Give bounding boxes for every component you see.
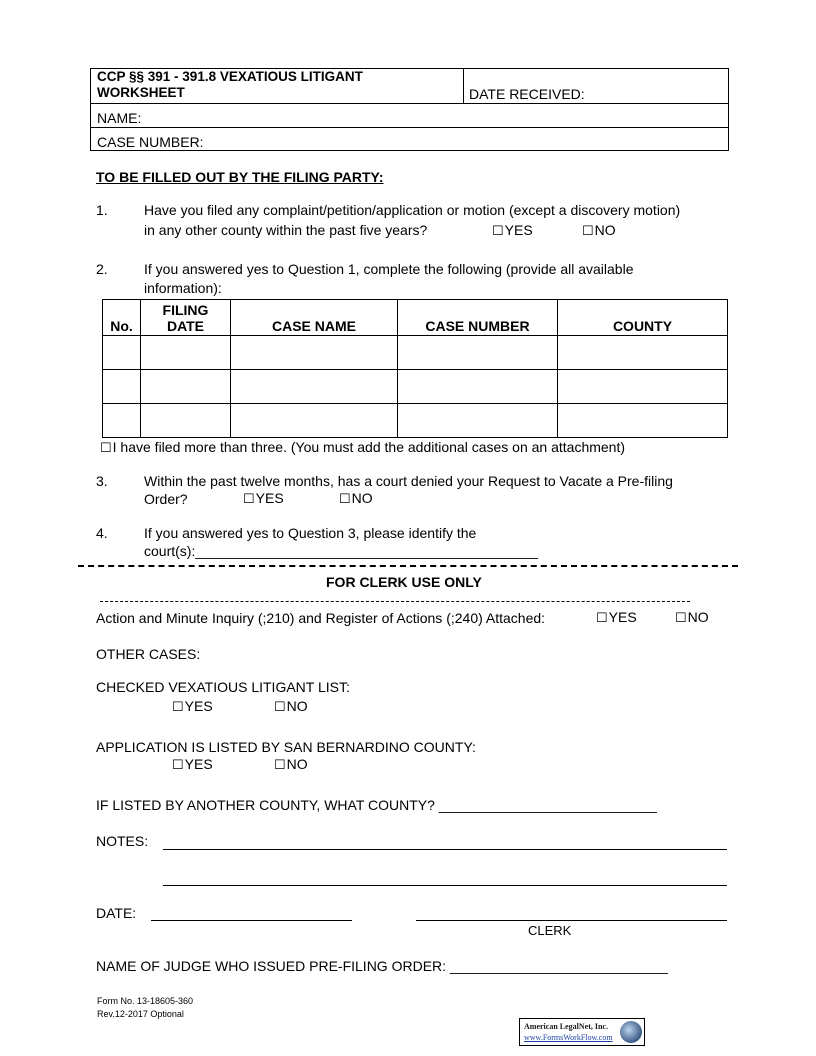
header-box — [90, 68, 729, 151]
col-filing-date-line1: FILING — [162, 302, 209, 318]
col-case-name: CASE NAME — [231, 300, 398, 336]
q1-text-line2: in any other county within the past five years? — [144, 222, 428, 238]
col-case-number: CASE NUMBER — [398, 300, 558, 336]
listed-sb-yes-checkbox[interactable]: ☐ YES — [172, 756, 213, 773]
date-line[interactable] — [151, 920, 352, 921]
action-no-checkbox[interactable]: ☐ NO — [675, 609, 709, 626]
col-county: COUNTY — [558, 300, 728, 336]
table-row — [103, 336, 728, 370]
judge-name-field[interactable]: NAME OF JUDGE WHO ISSUED PRE-FILING ORDER: ____________________________ — [96, 958, 668, 974]
q1-number: 1. — [96, 202, 108, 218]
q3-number: 3. — [96, 473, 108, 489]
q1-text-line1: Have you filed any complaint/petition/application or motion (except a discovery motion) — [144, 202, 681, 218]
listed-sb-label: APPLICATION IS LISTED BY SAN BERNARDINO COUNTY: — [96, 739, 476, 755]
globe-icon — [620, 1021, 642, 1043]
q2-text-line2: information): — [144, 280, 222, 296]
q4-text-line1: If you answered yes to Question 3, please identify the — [144, 525, 477, 541]
q1-no-checkbox[interactable]: ☐ NO — [582, 222, 616, 239]
q3-text-line2: Order? — [144, 491, 188, 507]
action-yes-checkbox[interactable]: ☐ YES — [596, 609, 637, 626]
table-cell[interactable] — [398, 370, 558, 404]
notes-label: NOTES: — [96, 833, 149, 849]
clerk-signature-line[interactable] — [416, 920, 727, 921]
q3-yes-checkbox[interactable]: ☐ YES — [243, 490, 284, 507]
clerk-label: CLERK — [528, 923, 572, 938]
action-minute-label: Action and Minute Inquiry (;210) and Register of Actions (;240) Attached: — [96, 610, 546, 626]
table-row — [103, 370, 728, 404]
checked-list-label: CHECKED VEXATIOUS LITIGANT LIST: — [96, 679, 350, 695]
american-legalnet-logo[interactable] — [519, 1018, 645, 1046]
table-cell[interactable] — [103, 336, 141, 370]
checked-list-yes-checkbox[interactable]: ☐ YES — [172, 698, 213, 715]
col-no: No. — [103, 300, 141, 336]
logo-website-link[interactable]: www.FormsWorkFlow.com — [524, 1033, 613, 1042]
cases-table-header — [103, 300, 728, 336]
table-row — [103, 404, 728, 438]
other-county-field[interactable]: IF LISTED BY ANOTHER COUNTY, WHAT COUNTY? ____________________________ — [96, 797, 657, 813]
date-received-label: DATE RECEIVED: — [469, 86, 585, 102]
table-cell[interactable] — [231, 370, 398, 404]
logo-company-name: American LegalNet, Inc. — [524, 1022, 608, 1031]
checked-list-no-checkbox[interactable]: ☐ NO — [274, 698, 308, 715]
table-cell[interactable] — [558, 404, 728, 438]
clerk-divider — [100, 601, 690, 602]
notes-line-1[interactable] — [163, 849, 727, 850]
q2-number: 2. — [96, 261, 108, 277]
form-revision: Rev.12-2017 Optional — [97, 1009, 184, 1019]
q4-court-field[interactable]: court(s):____________________________________________ — [144, 543, 538, 559]
table-cell[interactable] — [398, 404, 558, 438]
q3-no-checkbox[interactable]: ☐ NO — [339, 490, 373, 507]
table-cell[interactable] — [141, 336, 231, 370]
table-cell[interactable] — [231, 404, 398, 438]
table-cell[interactable] — [141, 404, 231, 438]
table-cell[interactable] — [103, 370, 141, 404]
clerk-section-title: FOR CLERK USE ONLY — [326, 574, 482, 590]
q2-text-line1: If you answered yes to Question 1, complete the following (provide all available — [144, 261, 634, 277]
table-cell[interactable] — [231, 336, 398, 370]
col-filing-date-line2: DATE — [166, 318, 205, 334]
table-cell[interactable] — [103, 404, 141, 438]
table-cell[interactable] — [398, 336, 558, 370]
col-filing-date — [141, 300, 231, 336]
case-number-field[interactable]: CASE NUMBER: — [97, 134, 204, 150]
cases-table — [102, 299, 728, 438]
table-cell[interactable] — [558, 336, 728, 370]
section-divider — [78, 565, 738, 567]
q3-text-line1: Within the past twelve months, has a court denied your Request to Vacate a Pre-filing — [144, 473, 673, 489]
filing-section-title: TO BE FILLED OUT BY THE FILING PARTY: — [96, 169, 384, 185]
more-than-three-checkbox[interactable]: ☐ I have filed more than three. (You must add the additional cases on an attachment) — [100, 439, 625, 456]
q1-yes-checkbox[interactable]: ☐ YES — [492, 222, 533, 239]
other-cases-label: OTHER CASES: — [96, 646, 201, 662]
notes-line-2[interactable] — [163, 885, 727, 886]
listed-sb-no-checkbox[interactable]: ☐ NO — [274, 756, 308, 773]
table-cell[interactable] — [141, 370, 231, 404]
name-field[interactable]: NAME: — [97, 110, 142, 126]
form-title-line1: CCP §§ 391 - 391.8 VEXATIOUS LITIGANT — [97, 69, 363, 84]
table-cell[interactable] — [558, 370, 728, 404]
q4-number: 4. — [96, 525, 108, 541]
date-label: DATE: — [96, 905, 137, 921]
form-title-line2: WORKSHEET — [97, 85, 185, 100]
form-number: Form No. 13-18605-360 — [97, 996, 194, 1006]
